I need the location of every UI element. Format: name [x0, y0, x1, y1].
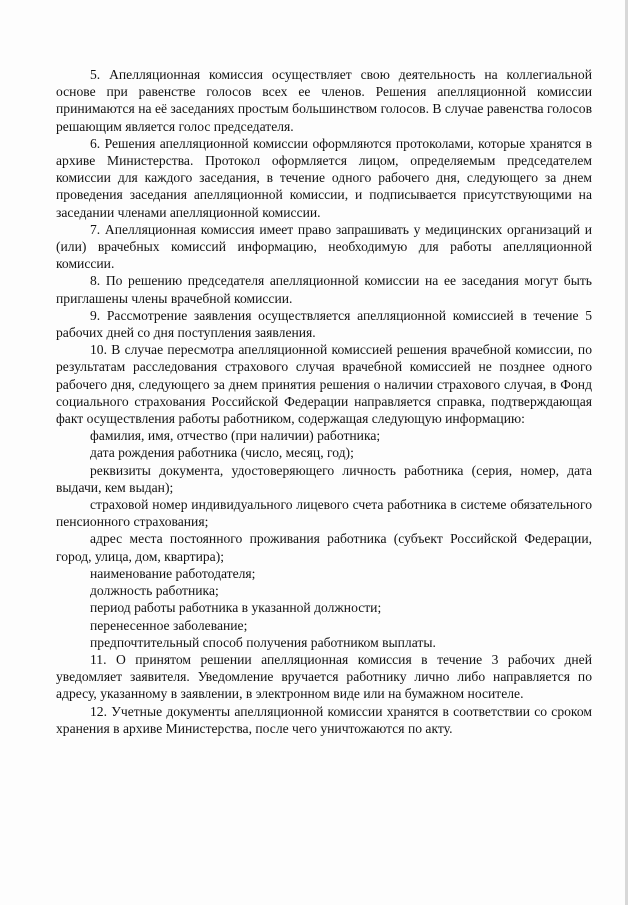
paragraph-5: 5. Апелляционная комиссия осуществляет свою деятельность на коллегиальной основе при равенстве голосов всех ее членов. Решения апелляционной комиссии принимаются на её заседаниях простым большинством голосов. В случае равенства голосов решающим является голос председателя.: [56, 67, 592, 134]
list-item-payment-method: предпочтительный способ получения работником выплаты.: [90, 634, 436, 650]
list-item-birth-date: дата рождения работника (число, месяц, год);: [90, 445, 354, 461]
paragraph-9: 9. Рассмотрение заявления осуществляется апелляционной комиссией в течение 5 рабочих дней со дня поступления заявления.: [56, 307, 592, 341]
list-item-full-name: фамилия, имя, отчество (при наличии) работника;: [90, 428, 381, 444]
paragraph-6: 6. Решения апелляционной комиссии оформляются протоколами, которые хранятся в архиве Министерства. Протокол оформляется лицом, определяемым председателем комиссии для каждого заседания, в течение одного рабочего дня, следующего за днем проведения заседания апелляционной комиссии, и подписывается присутствующими на заседании членами апелляционной комиссии.: [56, 135, 592, 220]
list-item-id-document: реквизиты документа, удостоверяющего личность работника (серия, номер, дата выдачи, кем выдан);: [56, 462, 592, 495]
paragraph-8: 8. По решению председателя апелляционной комиссии на ее заседания могут быть приглашены члены врачебной комиссии.: [56, 273, 592, 306]
paragraph-10: 10. В случае пересмотра апелляционной комиссией решения врачебной комиссии, по результатам расследования страхового случая врачебной комиссией не позднее одного рабочего дня, следующего за днем принятия решения о наличии страхового случая, в Фонд социального страхования Российской Федерации направляется справка, подтверждающая факт осуществления работы работником, содержащая следующую информацию:: [56, 342, 592, 427]
list-item-address: адрес места постоянного проживания работника (субъект Российской Федерации, город, улица, дом, квартира);: [56, 531, 592, 564]
list-item-disease: перенесенное заболевание;: [90, 617, 248, 633]
list-item-work-period: период работы работника в указанной должности;: [90, 600, 382, 616]
paragraph-12: 12. Учетные документы апелляционной комиссии хранятся в соответствии со сроком хранения в архиве Министерства, после чего уничтожаются по акту.: [56, 703, 592, 736]
list-item-insurance-number: страховой номер индивидуального лицевого счета работника в системе обязательного пенсионного страхования;: [56, 497, 592, 530]
paragraph-7: 7. Апелляционная комиссия имеет право запрашивать у медицинских организаций и (или) врачебных комиссий информацию, необходимую для работы апелляционной комиссии.: [56, 221, 592, 272]
list-item-position: должность работника;: [90, 583, 219, 599]
paragraph-11: 11. О принятом решении апелляционная комиссия в течение 3 рабочих дней уведомляет заявителя. Уведомление вручается работнику лично либо направляется по адресу, указанному в заявлении, в электронном виде или на бумажном носителе.: [56, 651, 592, 702]
list-item-employer: наименование работодателя;: [90, 565, 256, 581]
